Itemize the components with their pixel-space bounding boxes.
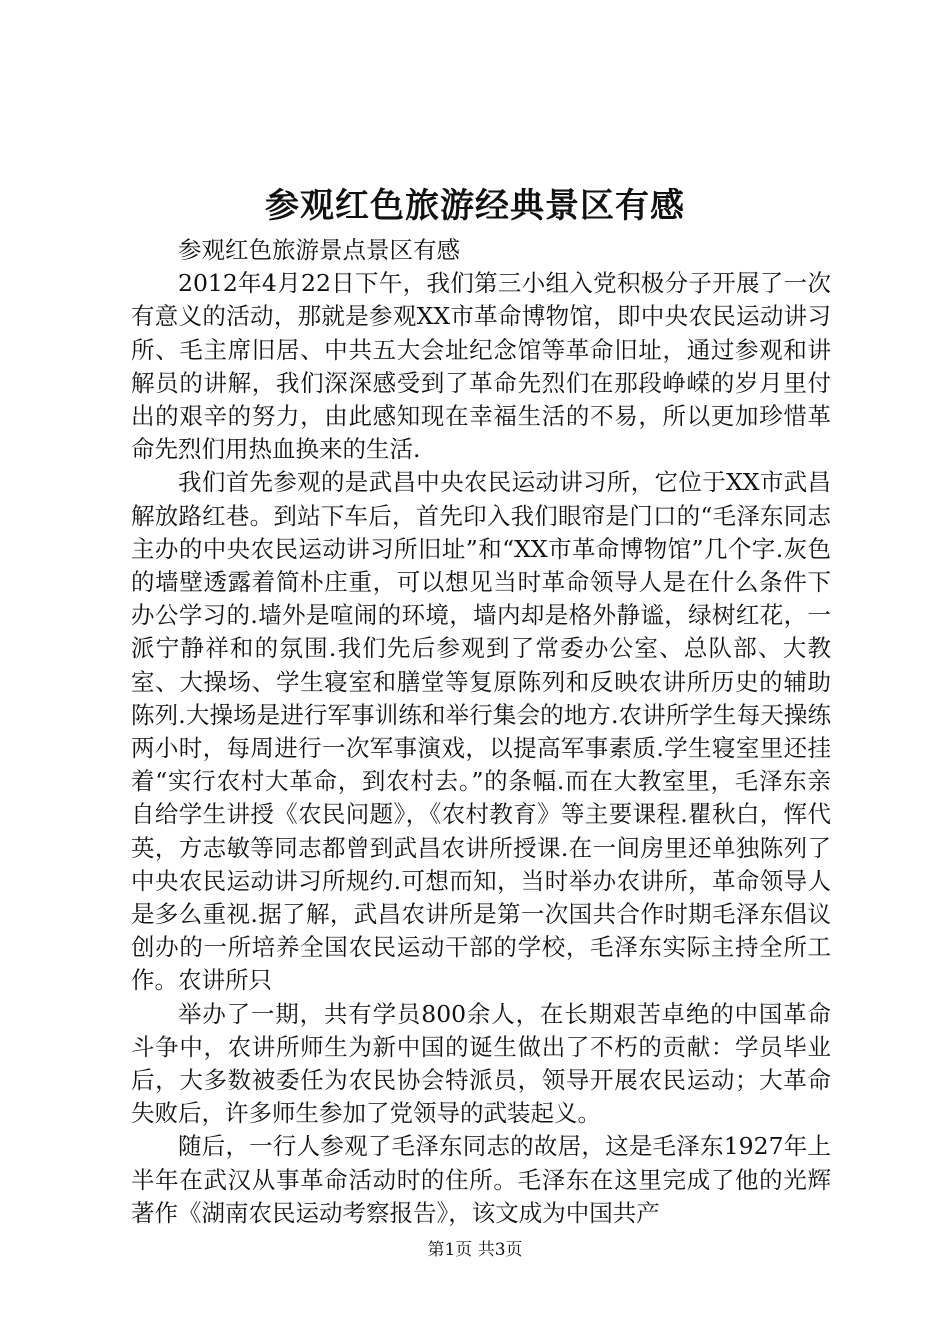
- body-paragraph: 我们首先参观的是武昌中央农民运动讲习所，它位于XX市武昌解放路红巷。到站下车后，首先印入我们眼帘是门口的“毛泽东同志主办的中央农民运动讲习所旧址”和“XX市革命博物馆”几个字.灰色的墙壁透露着简朴庄重，可以想见当时革命领导人是在什么条件下办公学习的.墙外是喧闹的环境，墙内却是格外静谧，绿树红花，一派宁静祥和的氛围.我们先后参观到了常委办公室、总队部、大教室、大操场、学生寝室和膳堂等复原陈列和反映农讲所历史的辅助陈列.大操场是进行军事训练和举行集会的地方.农讲所学生每天操练两小时，每周进行一次军事演戏，以提高军事素质.学生寝室里还挂着“实行农村大革命，到农村去。”的条幅.而在大教室里，毛泽东亲自给学生讲授《农民问题》，《农村教育》等主要课程.瞿秋白，恽代英，方志敏等同志都曾到武昌农讲所授课.在一间房里还单独陈列了中央农民运动讲习所规约.可想而知，当时举办农讲所，革命领导人是多么重视.据了解，武昌农讲所是第一次国共合作时期毛泽东倡议创办的一所培养全国农民运动干部的学校，毛泽东实际主持全所工作。农讲所只: [131, 468, 831, 995]
- body-paragraph: 随后，一行人参观了毛泽东同志的故居，这是毛泽东1927年上半年在武汉从事革命活动时的住所。毛泽东在这里完成了他的光辉著作《湖南农民运动考察报告》，该文成为中国共产: [131, 1132, 831, 1227]
- page-footer: 第1页 共3页: [427, 1240, 523, 1260]
- subtitle-paragraph: 参观红色旅游景点景区有感: [178, 236, 460, 264]
- document-title: 参观红色旅游经典景区有感: [265, 186, 685, 226]
- document-body: [131, 234, 831, 1230]
- body-paragraph: 2012年4月22日下午，我们第三小组入党积极分子开展了一次有意义的活动，那就是参观XX市革命博物馆，即中央农民运动讲习所、毛主席旧居、中共五大会址纪念馆等革命旧址，通过参观和讲解员的讲解，我们深深感受到了革命先烈们在那段峥嵘的岁月里付出的艰辛的努力，由此感知现在幸福生活的不易，所以更加珍惜革命先烈们用热血换来的生活.: [131, 269, 831, 464]
- body-paragraph: 举办了一期，共有学员800余人，在长期艰苦卓绝的中国革命斗争中，农讲所师生为新中国的诞生做出了不朽的贡献：学员毕业后，大多数被委任为农民协会特派员，领导开展农民运动；大革命失败后，许多师生参加了党领导的武装起义。: [131, 999, 831, 1128]
